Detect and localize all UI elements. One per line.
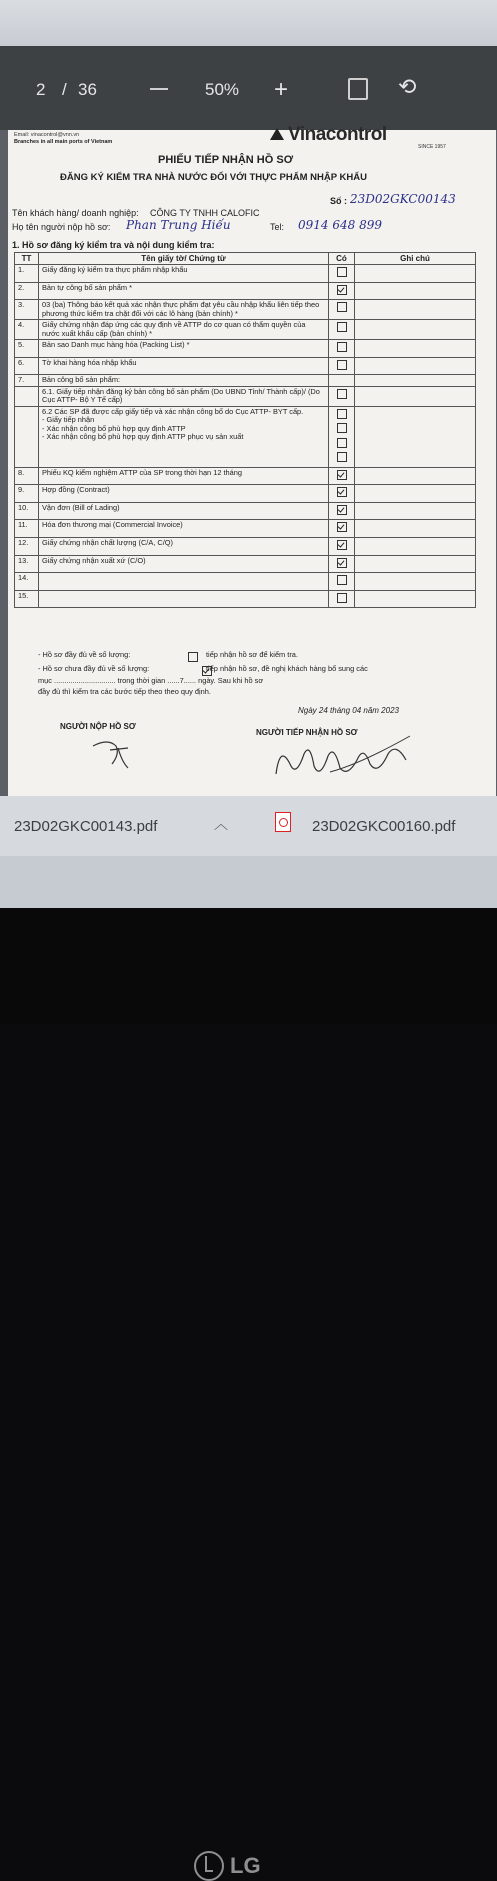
row-number: 3. xyxy=(15,300,39,320)
row-checkbox[interactable] xyxy=(337,285,347,295)
row-document-name xyxy=(39,502,329,520)
row-document-name xyxy=(39,340,329,358)
header-branches: Branches in all main ports of Vietnam xyxy=(14,139,113,145)
phone-label: Tel: xyxy=(270,222,285,232)
row-checkbox[interactable] xyxy=(337,409,347,419)
chevron-up-icon[interactable]: ︿ xyxy=(214,816,228,832)
table-row xyxy=(15,340,476,358)
monitor-bezel xyxy=(0,908,497,1878)
row-document-label: Giấy chứng nhận đáp ứng các quy định về ATTP do cơ quan có thẩm quyền của nước xuất khẩu cấp (bản chính) * xyxy=(42,320,306,338)
row-number: 11. xyxy=(15,520,39,538)
minus-icon[interactable] xyxy=(150,88,168,90)
section-1-heading: 1. Hồ sơ đăng ký kiểm tra và nội dung kiểm tra: xyxy=(12,240,215,250)
row-document-name xyxy=(39,265,329,283)
downloads-bar xyxy=(0,796,497,856)
row-checkbox[interactable] xyxy=(337,470,347,480)
row-yes-cell xyxy=(329,282,355,300)
row-document-name xyxy=(39,357,329,375)
row-note-cell xyxy=(355,502,476,520)
table-row xyxy=(15,265,476,283)
fit-page-icon[interactable] xyxy=(348,78,368,100)
header-email: Email: vinacontrol@vnn.vn xyxy=(14,132,80,138)
table-row xyxy=(15,502,476,520)
col-tt: TT xyxy=(15,253,39,265)
table-row xyxy=(15,555,476,573)
date-text: Ngày 24 tháng 04 năm 2023 xyxy=(298,706,399,715)
row-note-cell xyxy=(355,590,476,608)
logo-text: Vinacontrol xyxy=(288,124,387,145)
submitter-value: Phan Trung Hiếu xyxy=(126,218,231,232)
rotate-icon[interactable]: ⟲ xyxy=(398,74,417,99)
plus-icon[interactable]: + xyxy=(274,76,289,103)
row-number: 4. xyxy=(15,320,39,340)
row-yes-cell xyxy=(329,555,355,573)
row-document-name xyxy=(39,573,329,591)
row-note-cell xyxy=(355,375,476,387)
row-number: 8. xyxy=(15,467,39,485)
row-checkbox[interactable] xyxy=(337,452,347,462)
row-checkbox[interactable] xyxy=(337,522,347,532)
row-note-cell xyxy=(355,520,476,538)
row-document-name xyxy=(39,282,329,300)
row-document-name xyxy=(39,555,329,573)
row-document-label: Hóa đơn thương mại (Commercial Invoice) xyxy=(42,520,183,530)
page-current-input[interactable]: 2 xyxy=(36,80,46,99)
row-note-cell xyxy=(355,555,476,573)
pdf-page xyxy=(8,124,496,796)
col-name: Tên giấy tờ/ Chứng từ xyxy=(39,253,329,265)
option-incomplete-label: - Hồ sơ chưa đầy đủ về số lượng: xyxy=(38,664,150,673)
row-yes-cell xyxy=(329,485,355,503)
row-checkbox[interactable] xyxy=(337,322,347,332)
row-document-label: 6.2 Các SP đã được cấp giấy tiếp và xác nhận công bố do Cục ATTP- BYT cấp. xyxy=(42,406,304,416)
row-number: 12. xyxy=(15,537,39,555)
page-subtitle: ĐĂNG KÝ KIỂM TRA NHÀ NƯỚC ĐỐI VỚI THỰC PHẨM NHẬP KHẨU xyxy=(60,172,367,183)
row-note-cell xyxy=(355,282,476,300)
row-checkbox[interactable] xyxy=(337,558,347,568)
download-file-1[interactable]: 23D02GKC00143.pdf xyxy=(14,818,158,835)
company-value: CÔNG TY TNHH CALOFIC xyxy=(150,208,260,218)
desk-strip xyxy=(0,856,497,908)
lg-logo-icon xyxy=(194,1851,224,1881)
phone-value: 0914 648 899 xyxy=(298,218,382,232)
row-checkbox[interactable] xyxy=(337,342,347,352)
row-document-name xyxy=(39,386,329,406)
row-checkbox[interactable] xyxy=(337,302,347,312)
table-row xyxy=(15,485,476,503)
download-file-2[interactable]: 23D02GKC00160.pdf xyxy=(312,818,456,835)
row-checkbox[interactable] xyxy=(337,575,347,585)
row-document-name xyxy=(39,485,329,503)
row-yes-cell xyxy=(329,320,355,340)
row-document-label: Bản công bố sản phẩm: xyxy=(42,375,121,385)
company-label: Tên khách hàng/ doanh nghiệp: xyxy=(12,208,139,218)
table-row xyxy=(15,406,476,467)
row-yes-cell xyxy=(329,520,355,538)
zoom-level: 50% xyxy=(205,80,240,99)
document-checklist-table xyxy=(14,252,476,608)
row-sub-item: - Xác nhận công bố phù hợp quy định ATTP phục vụ sản xuất xyxy=(42,432,244,442)
row-number: 10. xyxy=(15,502,39,520)
row-checkbox[interactable] xyxy=(337,593,347,603)
row-note-cell xyxy=(355,386,476,406)
col-note: Ghi chú xyxy=(355,253,476,265)
row-number: 6. xyxy=(15,357,39,375)
lg-logo xyxy=(194,1851,261,1881)
row-yes-cell xyxy=(329,406,355,467)
table-row xyxy=(15,282,476,300)
row-document-label: Giấy chứng nhận xuất xứ (C/O) xyxy=(42,555,146,565)
row-number: 14. xyxy=(15,573,39,591)
row-number: 5. xyxy=(15,340,39,358)
table-row xyxy=(15,520,476,538)
row-note-cell xyxy=(355,357,476,375)
lg-logo-text: LG xyxy=(230,1853,261,1878)
table-row xyxy=(15,375,476,387)
row-note-cell xyxy=(355,300,476,320)
sign-left-label: NGƯỜI NỘP HỒ SƠ xyxy=(60,722,136,731)
row-yes-cell xyxy=(329,375,355,387)
col-yes: Có xyxy=(329,253,355,265)
row-number: 13. xyxy=(15,555,39,573)
row-document-label: 6.1. Giấy tiếp nhận đăng ký bản công bố sản phẩm (Do UBND Tỉnh/ Thành cấp)/ (Do Cục ATTP- Bộ Y Tế cấp) xyxy=(42,386,320,405)
page-separator: / xyxy=(62,80,67,99)
table-row xyxy=(15,300,476,320)
row-document-name xyxy=(39,320,329,340)
logo-since: SINCE 1957 xyxy=(418,144,446,150)
row-yes-cell xyxy=(329,300,355,320)
page-total: 36 xyxy=(78,80,97,99)
row-checkbox[interactable] xyxy=(337,505,347,515)
table-row xyxy=(15,573,476,591)
row-document-name xyxy=(39,406,329,467)
row-checkbox[interactable] xyxy=(337,487,347,497)
row-document-name xyxy=(39,520,329,538)
row-yes-cell xyxy=(329,386,355,406)
row-document-label: 03 (ba) Thông báo kết quả xác nhận thực phẩm đạt yêu cầu nhập khẩu liên tiếp theo phương thức kiểm tra chặt đối với các lô hàng (bản chính) * xyxy=(42,300,320,318)
sign-right-label: NGƯỜI TIẾP NHẬN HỒ SƠ xyxy=(256,728,358,737)
submitter-label: Họ tên người nộp hồ sơ: xyxy=(12,222,111,232)
option-complete-text: tiếp nhận hồ sơ để kiểm tra. xyxy=(206,650,298,659)
row-note-cell xyxy=(355,406,476,467)
table-row xyxy=(15,537,476,555)
vinacontrol-logo-icon xyxy=(270,128,284,140)
table-row xyxy=(15,320,476,340)
row-checkbox[interactable] xyxy=(337,360,347,370)
row-yes-cell xyxy=(329,502,355,520)
row-document-label: Giấy chứng nhận chất lượng (C/A, C/Q) xyxy=(42,537,173,547)
row-checkbox[interactable] xyxy=(337,438,347,448)
row-number xyxy=(15,406,39,467)
table-row xyxy=(15,467,476,485)
row-checkbox[interactable] xyxy=(337,540,347,550)
row-yes-cell xyxy=(329,340,355,358)
row-note-cell xyxy=(355,467,476,485)
option-complete-label: - Hồ sơ đầy đủ về số lượng: xyxy=(38,650,131,659)
row-note-cell xyxy=(355,537,476,555)
table-row xyxy=(15,357,476,375)
row-document-label: Phiếu KQ kiểm nghiệm ATTP của SP trong thời hạn 12 tháng xyxy=(42,467,242,477)
table-row xyxy=(15,590,476,608)
row-sub-item: - Xác nhận công bố phù hợp quy định ATTP xyxy=(42,423,186,433)
row-document-name xyxy=(39,590,329,608)
row-yes-cell xyxy=(329,537,355,555)
row-document-label: Tờ khai hàng hóa nhập khẩu xyxy=(42,357,137,367)
row-yes-cell xyxy=(329,573,355,591)
receiver-signature xyxy=(270,734,420,790)
row-checkbox[interactable] xyxy=(337,423,347,433)
row-number: 1. xyxy=(15,265,39,283)
pdf-toolbar xyxy=(0,46,497,130)
row-document-name xyxy=(39,375,329,387)
row-note-cell xyxy=(355,265,476,283)
row-document-name xyxy=(39,300,329,320)
row-note-cell xyxy=(355,573,476,591)
number-label: Số : xyxy=(330,196,347,206)
row-number xyxy=(15,386,39,406)
option-incomplete-line2: mục .............................. trong thời gian ......7...... ngày. Sau khi hồ sơ xyxy=(38,676,264,685)
option-incomplete-text: tiếp nhận hồ sơ, đề nghị khách hàng bổ sung các xyxy=(206,664,368,673)
row-document-label: Vận đơn (Bill of Lading) xyxy=(42,502,120,512)
row-checkbox[interactable] xyxy=(337,389,347,399)
table-row xyxy=(15,386,476,406)
row-number: 2. xyxy=(15,282,39,300)
row-document-name xyxy=(39,467,329,485)
row-note-cell xyxy=(355,485,476,503)
row-sub-item: - Giấy tiếp nhận xyxy=(42,415,95,425)
table-header-row xyxy=(15,253,476,265)
row-number: 7. xyxy=(15,375,39,387)
row-yes-cell xyxy=(329,357,355,375)
row-document-label: Bản tự công bố sản phẩm * xyxy=(42,282,132,292)
row-checkbox[interactable] xyxy=(337,267,347,277)
page-title: PHIẾU TIẾP NHẬN HỒ SƠ xyxy=(158,154,294,166)
row-yes-cell xyxy=(329,467,355,485)
option-incomplete-line3: đầy đủ thì kiểm tra các bước tiếp theo theo quy định. xyxy=(38,687,211,696)
row-document-label: Giấy đăng ký kiểm tra thực phẩm nhập khẩu xyxy=(42,265,188,275)
number-value: 23D02GKC00143 xyxy=(350,192,456,206)
row-number: 9. xyxy=(15,485,39,503)
row-note-cell xyxy=(355,340,476,358)
row-yes-cell xyxy=(329,590,355,608)
pdf-file-icon xyxy=(275,812,291,832)
row-note-cell xyxy=(355,320,476,340)
row-document-name xyxy=(39,537,329,555)
row-document-label: Hợp đồng (Contract) xyxy=(42,485,110,495)
row-yes-cell xyxy=(329,265,355,283)
row-number: 15. xyxy=(15,590,39,608)
option-complete-checkbox[interactable] xyxy=(188,652,198,662)
background-wall xyxy=(0,0,497,46)
row-document-label: Bản sao Danh mục hàng hóa (Packing List) * xyxy=(42,340,190,350)
submitter-signature xyxy=(88,734,148,774)
